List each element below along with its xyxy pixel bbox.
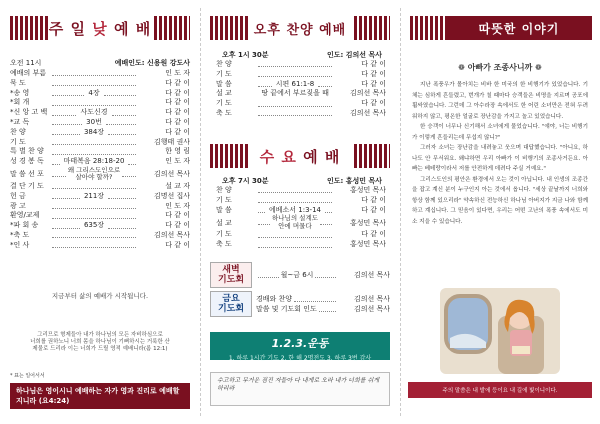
campaign-title: 1.2.3.운동 [271,337,329,350]
order-item-person: 다 같 이 [361,230,386,239]
sunday-meta [10,58,190,68]
friday-item: 말씀 및 기도회 인도 [256,305,317,313]
order-item-label: 축 도 [216,240,232,249]
order-item-person: 설 교 자 [165,181,190,190]
romans-verse: 그리므로 형제들아 내가 하나님의 모든 자비하심으로 너희를 권하노니 너희 몸을 하나님이 기뻐하시는 거룩한 산 제물로 드리라 이는 너희가 드릴 영적 예배니라(롬 12:1) [30,332,170,352]
story-paragraph: 그러자 소녀는 장난감을 내려놓고 웃으며 대답했습니다. "아니요, 하나도 안 무서워요. 왜냐하면 우리 아빠가 이 비행기의 조종사거든요. 아빠는 베테랑이라서 저를 안전하게 데려다 주실 거예요." [412,145,588,172]
order-item-label: 기 도 [216,230,232,239]
services-panel [200,0,400,424]
order-row [10,211,190,221]
order-item-person: 다 같 이 [361,79,387,88]
order-item-label: 성 경 봉 독 [10,157,44,166]
order-item-person: 다 같 이 [165,98,190,107]
afternoon-worship-header [210,16,390,40]
order-item-person: 다 같 이 [361,99,386,108]
order-row [10,231,190,241]
afternoon-time: 오후 1시 30분 [222,51,269,59]
dawn-prayer-label: 새벽 기도회 [210,262,252,288]
order-row [216,240,386,250]
dawn-prayer [210,262,390,288]
order-item-label: 기 도 [216,99,232,108]
order-item-person: 다 같 이 [165,240,190,249]
order-item-label: 결 단 기 도 [10,181,44,190]
order-item-person: 홍성민 목사 [349,186,386,194]
order-item-detail: 에베소서 1:3-14 [269,205,321,214]
order-item-label: *송 영 [10,88,30,97]
story-body [412,80,588,227]
order-item-person: 다 같 이 [165,221,190,230]
header-stripes-left [10,16,48,40]
afternoon-order-list [216,60,386,119]
verse-caption: 주의 말씀은 내 발에 등이요 내 길에 빛이니이다. [408,382,592,398]
worship-order-panel [0,0,200,424]
order-item-person: 한 영 림 [165,147,190,156]
order-item-person: 다 같 이 [165,108,190,117]
order-row [10,128,190,138]
order-item-label: *신 앙 고 백 [10,108,48,117]
order-item-person: 다 같 이 [361,195,386,204]
order-item-person: 다 같 이 [165,88,190,97]
order-row [10,138,190,148]
sunday-leader: 예배인도: 신용원 강도사 [114,59,190,67]
order-item-detail: 384장 [83,127,105,136]
friday-leader: 김의선 목사 [353,295,390,303]
header-stripes-right [152,16,190,40]
order-item-person: 인 도 자 [165,201,190,210]
order-item-person: 다 같 이 [165,117,191,126]
order-item-person: 김명선 집사 [153,191,190,200]
sunday-worship-title: 주 일 낮 예 배 [48,19,152,38]
friday-prayer-label: 금요 기도회 [210,291,252,317]
order-row [216,80,386,90]
order-row [216,109,386,119]
order-item-person: 다 같 이 [361,60,386,68]
story-panel [400,0,600,424]
order-row [10,98,190,108]
order-item-label: 말 씀 선 포 [10,170,44,179]
story-header-title: 따뜻한 이야기 [478,21,560,36]
order-row [10,221,190,231]
standing-footnote: * 표는 일어서서 [10,373,45,379]
sunday-time: 오전 11시 [10,59,42,67]
wednesday-leader: 인도: 홍성민 목사 [326,177,382,185]
order-item-detail: 마태복음 28:18-20 [63,157,125,166]
sunday-worship-header [10,16,190,40]
order-item-label: 특 별 찬 양 [10,147,44,156]
order-item-person: 다 같 이 [165,127,190,136]
order-row [10,147,190,157]
afternoon-leader: 인도: 김의선 목사 [326,51,382,59]
order-item-detail: 왜 그리스도인으로 살아야 할까? [67,165,121,182]
friday-leader: 김의선 목사 [353,305,390,313]
afternoon-meta [222,50,382,60]
order-row [10,241,190,251]
closing-statement: 지금부터 삶의 예배가 시작됩니다. [51,292,149,300]
order-item-person: 김의선 목사 [153,230,190,239]
order-item-detail: 30번 [86,117,102,126]
order-row [10,182,190,192]
campaign-box [210,332,390,360]
story-title: ❁ 아빠가 조종사니까 ❁ [458,63,542,72]
order-row [10,79,190,89]
order-item-label: 설 교 [216,218,232,227]
order-item-person: 인 도 자 [165,157,191,166]
order-item-person: 다 같 이 [361,69,386,78]
girl-airplane-illustration [440,288,560,374]
order-item-detail: 하나님의 설계도 안에 머물다 [271,214,319,230]
wednesday-meta [222,176,382,186]
order-item-person: 다 같 이 [165,78,190,87]
order-row [216,196,386,206]
order-item-label: 축 도 [216,108,232,117]
order-item-person: 김의선 목사 [349,89,386,98]
order-item-person: 홍성민 목사 [349,218,386,227]
order-row [216,230,386,240]
order-item-detail: 시편 61:1-8 [275,79,315,88]
order-item-detail: 211장 [83,191,105,200]
order-item-label: 예배의 부름 [10,69,47,77]
order-item-label: *파 회 송 [10,221,39,230]
dawn-prayer-leader: 김의선 목사 [353,271,390,279]
order-row [216,186,386,196]
order-item-label: 광 고 [10,201,26,210]
scripture-banner: 하나님은 영이시니 예배하는 자가 영과 진리로 예배할지니라 (요4:24) [10,383,190,409]
order-row [10,192,190,202]
order-item-person: 다 같 이 [165,211,190,220]
order-item-label: *축 도 [10,230,30,239]
order-item-label: 헌 금 [10,191,26,200]
order-row [10,202,190,212]
order-item-detail: 땅 끝에서 부르짖을 때 [261,89,329,98]
dawn-prayer-time: 월~금 6시 [280,271,314,279]
order-item-label: 말 씀 [216,205,232,214]
order-item-label: 환영/교제 [10,211,40,220]
order-item-label: *인 사 [10,240,30,249]
order-row [216,89,386,99]
order-row [216,70,386,80]
order-item-detail: 사도신경 [80,108,108,117]
order-row [216,215,386,230]
order-item-detail: 635장 [83,221,105,230]
order-item-label: 묵 도 [10,78,26,87]
order-item-label: 기 도 [10,137,26,146]
order-row [10,69,190,79]
order-item-person: 김행태 권사 [153,137,190,146]
story-paragraph: 한 승객이 너무나 신기해서 소녀에게 물었습니다. "얘야, 너는 비행기가 이렇게 흔들리는데 무섭지 않니?" [412,124,588,141]
friday-prayer [210,291,390,317]
order-item-label: *회 개 [10,98,30,107]
order-item-person: 인 도 자 [165,69,190,77]
order-item-person: 홍성민 목사 [349,240,386,249]
order-item-label: 기 도 [216,195,232,204]
order-item-label: 찬 양 [216,186,232,194]
order-item-label: 찬 양 [216,60,232,68]
order-row [10,167,190,182]
order-row [10,89,190,99]
order-item-person: 김의선 목사 [349,108,386,117]
friday-item: 경배와 찬양 [256,295,293,303]
order-row [10,118,190,128]
order-item-label: 찬 양 [10,127,26,136]
invitation-quote: 수고하고 무거운 짐진 자들아 다 내게로 오라 내가 너희를 쉬게 하리라 [210,372,390,406]
order-row [10,108,190,118]
story-paragraph: 그리스도인의 평안은 환경에서 오는 것이 아닙니다. 내 인생의 조종간을 잡고 계신 분이 누구인지 아는 것에서 옵니다. "세상 끝날까지 너희와 항상 함께 있으리라" 약속하신 전능하신 하나님 아버지가 지금 나와 함께하고 계십니다. 그 믿음이 있다면, 우리는 어떤 고난의 폭풍 속에서도 미소 지을 수 있습니다. [412,176,588,225]
campaign-description: 1. 하루 1시간 기도 2. 한 해 2명전도 3. 하루 3번 감사 [228,355,372,362]
order-row [216,60,386,70]
wednesday-worship-header [210,144,390,168]
wednesday-worship-title: 수 요 예 배 [259,147,341,166]
wednesday-time: 오후 7시 30분 [222,177,269,185]
order-item-label: *교 독 [10,117,30,126]
order-item-person: 김의선 목사 [153,170,190,179]
flower-icon: ❁ [458,63,465,72]
story-header [408,16,592,40]
order-item-person: 다 같 이 [361,205,387,214]
sunday-order-list [10,69,190,251]
order-item-label: 설 교 [216,89,232,98]
wednesday-order-list [216,186,386,250]
flower-icon: ❁ [535,63,542,72]
order-row [216,99,386,109]
order-item-detail: 4장 [88,88,100,97]
afternoon-worship-title: 오후 찬양 예배 [253,22,347,38]
order-item-label: 말 씀 [216,79,232,88]
order-item-label: 기 도 [216,69,232,78]
story-paragraph: 지난 폭풍우가 몰아치는 비바 한 미국의 한 비행기가 있었습니다. 기체는 심하게 흔들렸고, 번개가 칠 때마다 승객들은 비명을 지르며 공포에 휩싸였습니다. 그런데 그 아수라장 속에서도 한 어린 소녀만은 전혀 두려워하지 않고, 평온한 얼굴로 장난감을 가지고 놀고 있었습니다. [412,82,588,120]
